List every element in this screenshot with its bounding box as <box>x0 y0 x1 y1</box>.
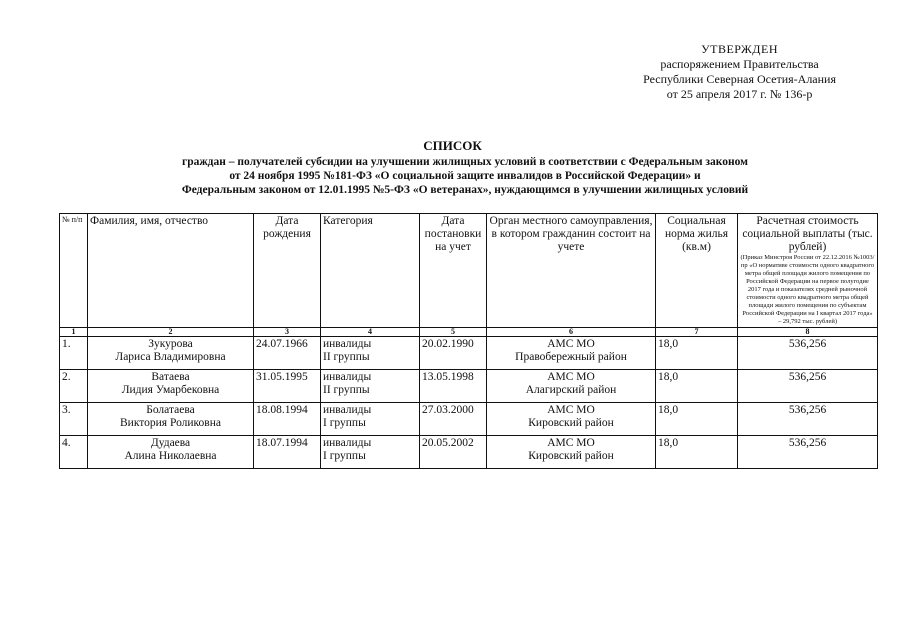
row-given-names: Лидия Умарбековна <box>121 384 220 396</box>
approval-line-1: распоряжением Правительства <box>660 57 819 71</box>
column-number: 2 <box>88 328 254 337</box>
header-org: Орган местного самоуправления, в котором гражданин состоит на учете <box>487 214 656 328</box>
row-cost: 536,256 <box>738 337 878 370</box>
row-org <box>487 370 656 403</box>
header-cost <box>738 214 878 328</box>
row-num: 4. <box>60 436 88 469</box>
row-birth: 24.07.1966 <box>254 337 321 370</box>
row-registered: 27.03.2000 <box>420 403 487 436</box>
column-number: 3 <box>254 328 321 337</box>
row-registered: 13.05.1998 <box>420 370 487 403</box>
row-category-group: II группы <box>323 351 370 363</box>
approval-stamp <box>643 42 836 102</box>
subtitle-line-2: от 24 ноября 1995 №181-ФЗ «О социальной защите инвалидов в Российской Федерации» и <box>229 170 701 182</box>
document-title: СПИСОК <box>423 138 482 153</box>
row-name <box>88 436 254 469</box>
row-org-district: Алагирский район <box>525 384 617 396</box>
table-row <box>60 370 878 403</box>
column-number: 7 <box>656 328 738 337</box>
column-number: 6 <box>487 328 656 337</box>
subtitle-line-3: Федеральным законом от 12.01.1995 №5-ФЗ «О ветеранах», нуждающимся в улучшении жилищных условий <box>181 184 749 196</box>
row-category-group: I группы <box>323 450 366 462</box>
row-num: 2. <box>60 370 88 403</box>
row-category-type: инвалиды <box>323 338 372 350</box>
row-org <box>487 403 656 436</box>
column-number-row <box>60 328 878 337</box>
row-category <box>321 337 420 370</box>
row-category-group: II группы <box>323 384 370 396</box>
table-header-row <box>60 214 878 328</box>
row-category <box>321 436 420 469</box>
row-org <box>487 337 656 370</box>
row-org-district: Кировский район <box>528 417 614 429</box>
row-category <box>321 370 420 403</box>
row-surname: Ватаева <box>151 371 190 383</box>
row-surname: Зукурова <box>148 338 193 350</box>
row-norm: 18,0 <box>656 403 738 436</box>
row-org-name: АМС МО <box>547 437 595 449</box>
row-org-name: АМС МО <box>547 371 595 383</box>
header-name: Фамилия, имя, отчество <box>88 214 254 328</box>
header-birth: Дата рождения <box>254 214 321 328</box>
table-row <box>60 436 878 469</box>
row-cost: 536,256 <box>738 436 878 469</box>
row-org-district: Правобережный район <box>515 351 627 363</box>
row-cost: 536,256 <box>738 403 878 436</box>
row-birth: 18.07.1994 <box>254 436 321 469</box>
row-name <box>88 337 254 370</box>
row-num: 1. <box>60 337 88 370</box>
row-surname: Болатаева <box>146 404 195 416</box>
header-num: № п/п <box>60 214 88 328</box>
row-given-names: Лариса Владимировна <box>115 351 226 363</box>
row-name <box>88 370 254 403</box>
column-number: 1 <box>60 328 88 337</box>
row-norm: 18,0 <box>656 370 738 403</box>
row-org-name: АМС МО <box>547 338 595 350</box>
document-subtitle <box>100 155 830 197</box>
header-norm: Социальная норма жилья (кв.м) <box>656 214 738 328</box>
row-category <box>321 403 420 436</box>
row-org-district: Кировский район <box>528 450 614 462</box>
row-category-type: инвалиды <box>323 437 372 449</box>
table-row <box>60 403 878 436</box>
row-birth: 18.08.1994 <box>254 403 321 436</box>
column-number: 8 <box>738 328 878 337</box>
row-norm: 18,0 <box>656 436 738 469</box>
approval-line-2: Республики Северная Осетия-Алания <box>643 72 836 86</box>
row-category-type: инвалиды <box>323 371 372 383</box>
row-given-names: Виктория Роликовна <box>120 417 221 429</box>
row-org-name: АМС МО <box>547 404 595 416</box>
row-registered: 20.02.1990 <box>420 337 487 370</box>
row-birth: 31.05.1995 <box>254 370 321 403</box>
row-cost: 536,256 <box>738 370 878 403</box>
header-cost-note: (Приказ Минстроя России от 22.12.2016 №1003/пр «О нормативе стоимости одного квадратного метра общей площади жилого помещения по Российской Федерации на первое полугодие 2017 года и показателях средней рыночной стоимости одного квадратного метра общей площади жилого помещения по субъектам Российской Федерации на I квартал 2017 года» – 29,792 тыс. рублей) <box>740 254 875 325</box>
header-category: Категория <box>321 214 420 328</box>
column-number: 4 <box>321 328 420 337</box>
approval-line-3: от 25 апреля 2017 г. № 136-р <box>666 87 813 101</box>
recipients-table <box>59 213 878 469</box>
row-given-names: Алина Николаевна <box>124 450 217 462</box>
row-norm: 18,0 <box>656 337 738 370</box>
row-category-type: инвалиды <box>323 404 372 416</box>
row-surname: Дудаева <box>150 437 191 449</box>
row-org <box>487 436 656 469</box>
header-registered: Дата постановки на учет <box>420 214 487 328</box>
approval-title: УТВЕРЖДЕН <box>701 42 778 56</box>
row-registered: 20.05.2002 <box>420 436 487 469</box>
header-cost-label: Расчетная стоимость социальной выплаты (тыс. рублей) <box>742 215 873 253</box>
row-name <box>88 403 254 436</box>
table-row <box>60 337 878 370</box>
row-category-group: I группы <box>323 417 366 429</box>
column-number: 5 <box>420 328 487 337</box>
row-num: 3. <box>60 403 88 436</box>
subtitle-line-1: граждан – получателей субсидии на улучшении жилищных условий в соответствии с Федеральным законом <box>181 156 749 168</box>
